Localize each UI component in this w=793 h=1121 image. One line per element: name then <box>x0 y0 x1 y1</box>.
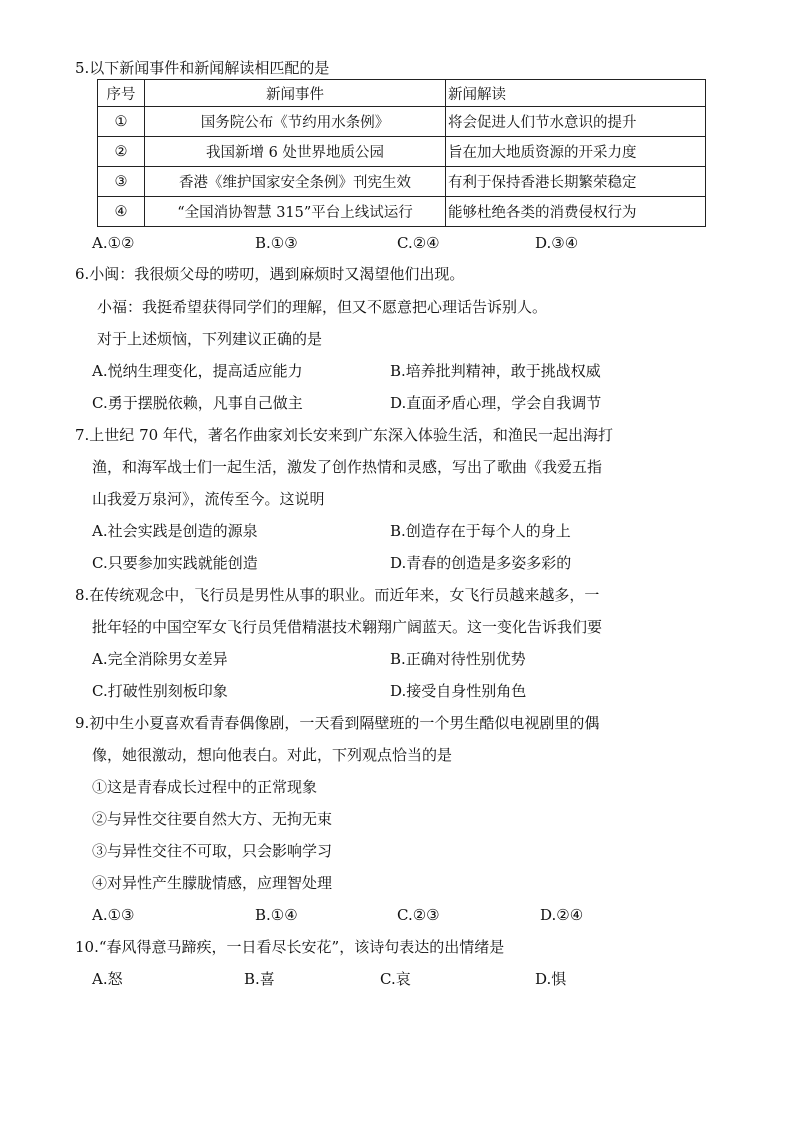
q9-stem-line-1: 9.初中生小夏喜欢看青春偶像剧，一天看到隔壁班的一个男生酷似电视剧里的偶 <box>75 714 600 732</box>
row-number: ③ <box>98 167 145 197</box>
header-event: 新闻事件 <box>145 80 446 107</box>
q9-stem-line-2: 像，她很激动，想向他表白。对此，下列观点恰当的是 <box>92 746 453 764</box>
table-row <box>98 107 706 137</box>
q8-stem-line-1: 8.在传统观念中，飞行员是男性从事的职业。而近年来，女飞行员越来越多，一 <box>75 586 600 604</box>
row-number: ④ <box>98 197 145 227</box>
row-reading: 有利于保持香港长期繁荣稳定 <box>446 167 706 197</box>
q10-option-b: B.喜 <box>244 970 275 988</box>
q8-option-d: D.接受自身性别角色 <box>390 682 527 700</box>
q8-option-c: C.打破性别刻板印象 <box>92 682 228 700</box>
q5-option-d: D.③④ <box>535 234 579 252</box>
q5-stem: 5.以下新闻事件和新闻解读相匹配的是 <box>75 59 330 77</box>
q7-stem-line-1: 7.上世纪 70 年代，著名作曲家刘长安来到广东深入体验生活，和渔民一起出海打 <box>75 426 613 444</box>
q9-option-a: A.①③ <box>92 906 135 924</box>
news-table <box>97 79 706 227</box>
header-number: 序号 <box>98 80 145 107</box>
table-row <box>98 197 706 227</box>
q9-statement-4: ④对异性产生朦胧情感，应理智处理 <box>92 874 333 892</box>
q10-option-a: A.怒 <box>92 970 123 988</box>
q10-option-d: D.惧 <box>535 970 567 988</box>
header-reading: 新闻解读 <box>446 80 706 107</box>
q5-option-c: C.②④ <box>397 234 440 252</box>
q7-option-a: A.社会实践是创造的源泉 <box>92 522 258 540</box>
q6-stem-line-1: 6.小闽：我很烦父母的唠叨，遇到麻烦时又渴望他们出现。 <box>75 265 465 283</box>
row-event: 国务院公布《节约用水条例》 <box>145 107 446 137</box>
q8-stem-line-2: 批年轻的中国空军女飞行员凭借精湛技术翱翔广阔蓝天。这一变化告诉我们要 <box>92 618 603 636</box>
q8-option-a: A.完全消除男女差异 <box>92 650 228 668</box>
q5-option-b: B.①③ <box>255 234 298 252</box>
table-row <box>98 167 706 197</box>
row-reading: 旨在加大地质资源的开采力度 <box>446 137 706 167</box>
q9-statement-2: ②与异性交往要自然大方、无拘无束 <box>92 810 333 828</box>
q6-option-b: B.培养批判精神，敢于挑战权威 <box>390 362 601 380</box>
row-event: “全国消协智慧 315”平台上线试运行 <box>145 197 446 227</box>
row-reading: 将会促进人们节水意识的提升 <box>446 107 706 137</box>
q10-option-c: C.哀 <box>380 970 411 988</box>
q7-stem-line-3: 山我爱万泉河》，流传至今。这说明 <box>92 490 325 508</box>
table-header-row <box>98 80 706 107</box>
q9-option-c: C.②③ <box>397 906 440 924</box>
row-reading: 能够杜绝各类的消费侵权行为 <box>446 197 706 227</box>
row-number: ② <box>98 137 145 167</box>
q8-option-b: B.正确对待性别优势 <box>390 650 526 668</box>
row-event: 香港《维护国家安全条例》刊宪生效 <box>145 167 446 197</box>
q5-option-a: A.①② <box>92 234 135 252</box>
row-number: ① <box>98 107 145 137</box>
q10-stem: 10.“春风得意马蹄疾，一日看尽长安花”，该诗句表达的出情绪是 <box>75 938 505 956</box>
q6-stem-line-3: 对于上述烦恼，下列建议正确的是 <box>97 330 323 348</box>
q9-statement-3: ③与异性交往不可取，只会影响学习 <box>92 842 333 860</box>
q9-statement-1: ①这是青春成长过程中的正常现象 <box>92 778 318 796</box>
q6-option-d: D.直面矛盾心理，学会自我调节 <box>390 394 602 412</box>
q7-option-d: D.青春的创造是多姿多彩的 <box>390 554 572 572</box>
q6-option-c: C.勇于摆脱依赖，凡事自己做主 <box>92 394 303 412</box>
q6-stem-line-2: 小福：我挺希望获得同学们的理解，但又不愿意把心理话告诉别人。 <box>97 298 548 316</box>
row-event: 我国新增 6 处世界地质公园 <box>145 137 446 167</box>
q6-option-a: A.悦纳生理变化，提高适应能力 <box>92 362 303 380</box>
table-row <box>98 137 706 167</box>
q7-stem-line-2: 渔，和海军战士们一起生活，激发了创作热情和灵感，写出了歌曲《我爱五指 <box>92 458 603 476</box>
q9-option-d: D.②④ <box>540 906 584 924</box>
q7-option-b: B.创造存在于每个人的身上 <box>390 522 571 540</box>
q9-option-b: B.①④ <box>255 906 298 924</box>
q7-option-c: C.只要参加实践就能创造 <box>92 554 258 572</box>
